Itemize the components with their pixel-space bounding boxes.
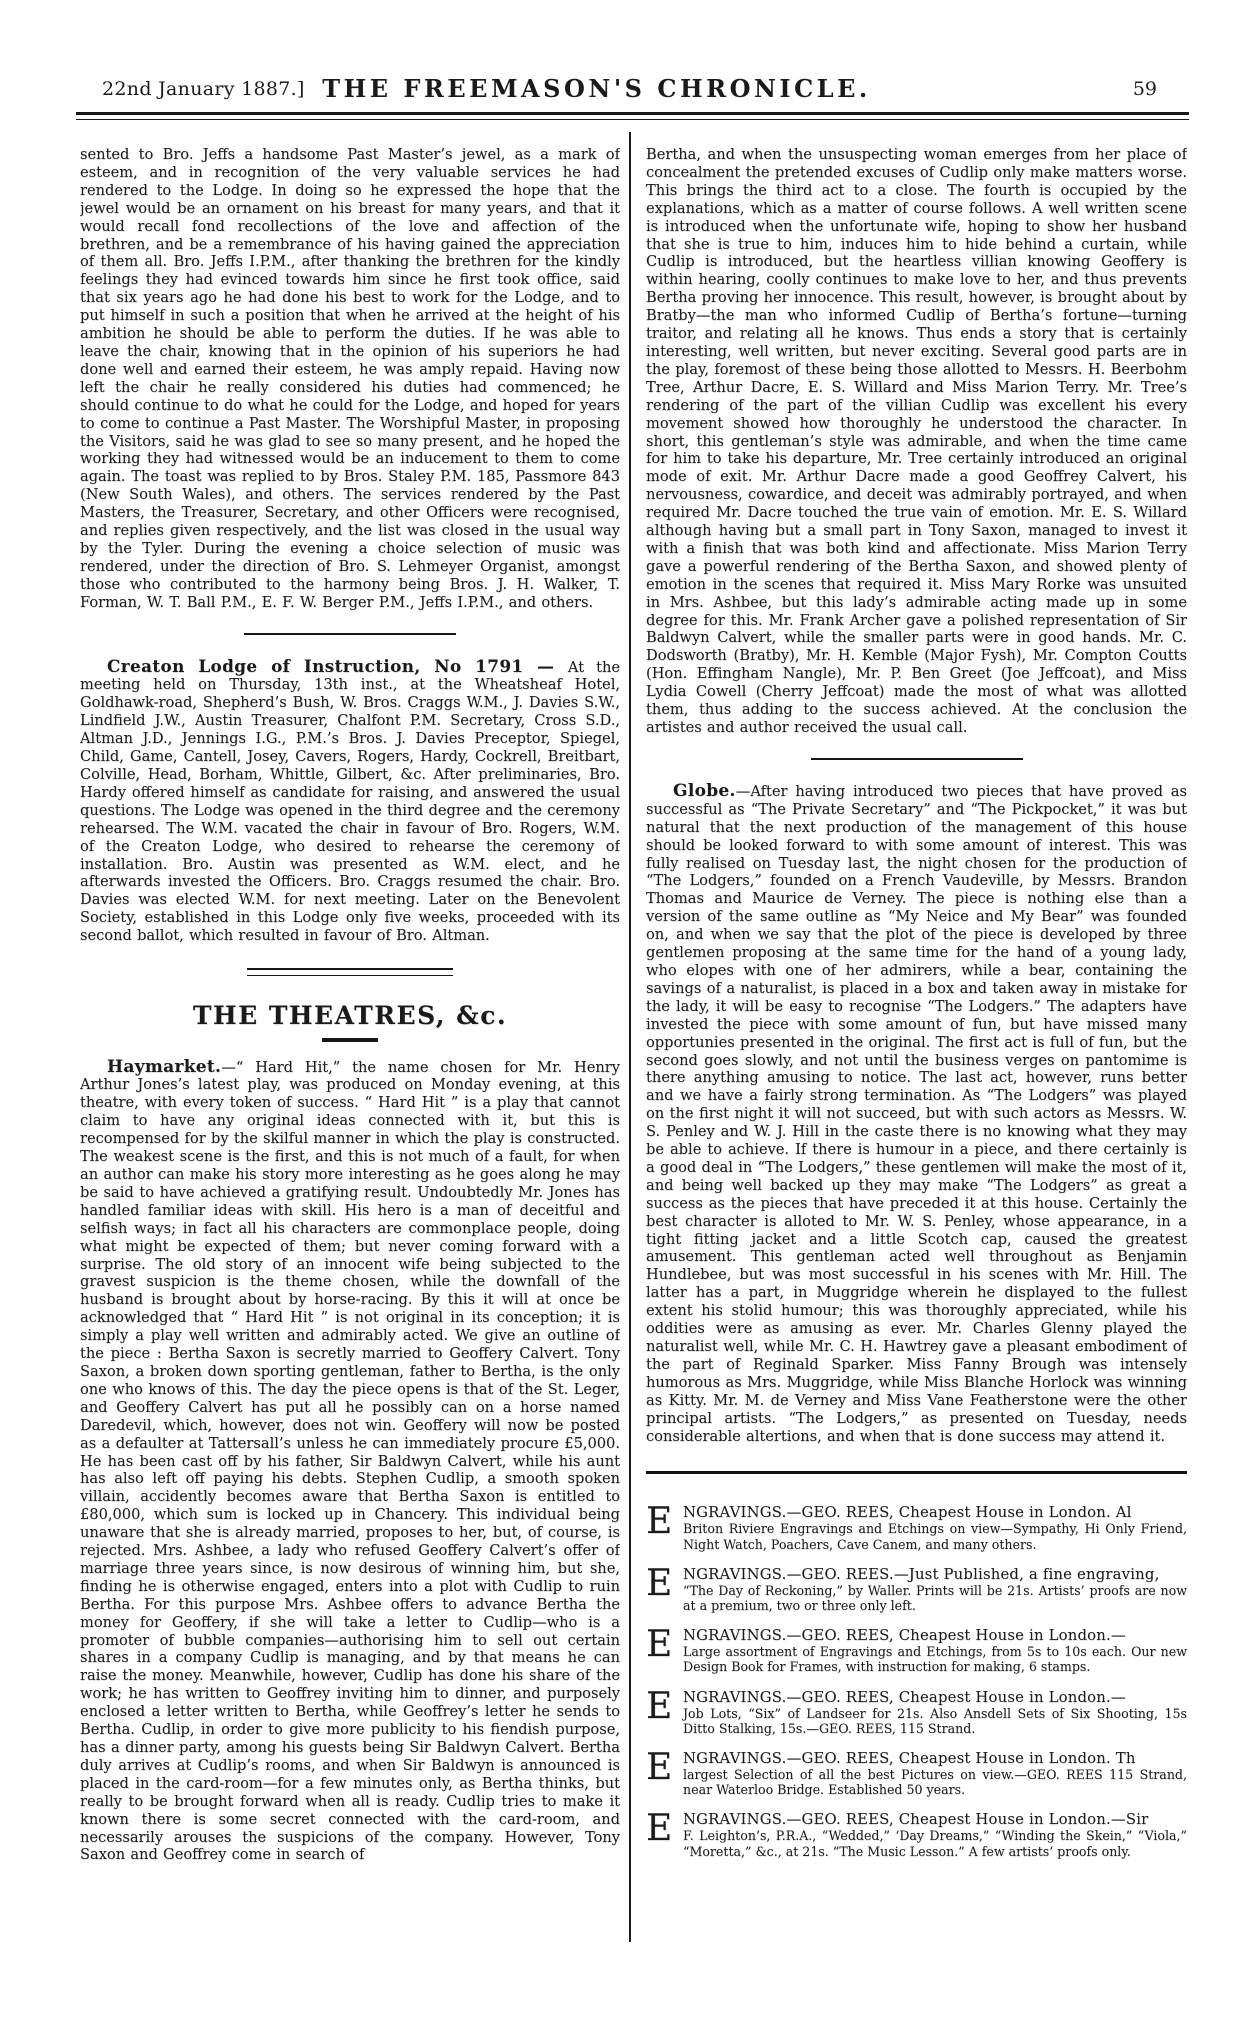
ad-engravings-2 [646,1562,1187,1614]
article-haymarket [80,1056,620,1865]
globe-lead: Globe. [673,780,736,801]
heading-dash-rule [322,1038,378,1042]
ad-headline: NGRAVINGS.—GEO. REES, Cheapest House in London.—Sir [683,1811,1149,1829]
ad-body: Job Lots, “Six” of Landseer for 21s. Also Ansdell Sets of Six Shooting, 15s Ditto Stalking, 15s.—GEO. REES, 115 Strand. [683,1705,1187,1736]
ad-body: largest Selection of all the best Pictures on view.—GEO. REES 115 Strand, near Waterloo Bridge. Established 50 years. [683,1767,1187,1798]
ad-headline: NGRAVINGS.—GEO. REES.—Just Published, a fine engraving, [683,1565,1160,1583]
classified-ads [646,1501,1187,1859]
ad-engravings-5 [646,1747,1187,1798]
article-creaton-lodge [80,655,620,946]
column-divider-rule [629,132,631,1942]
creaton-lodge-body: At the meeting held on Thursday, 13th inst., at the Wheatsheaf Hotel, Goldhawk-road, Shepherd’s Bush, W. Bros. Craggs W.M., J. Davies S.W., Lindfield J.W., Austin Treasurer, Chalfont P.M. Secretary, Cross S.D., Altman J.D., Jennings I.G., P.M.’s Bros. J. Davies Preceptor, Spiegel, Child, Game, Cantell, Josey, Cavers, Rogers, Hardy, Cockrell, Breitbart, Colville, Head, Borham, Whittle, Gilbert, &c. After preliminaries, Bro. Hardy offered himself as candidate for raising, and answered the usual questions. The Lodge was opened in the third degree and the ceremony rehearsed. The W.M. vacated the chair in favour of Bro. Rogers, W.M. of the Creaton Lodge, who desired to rehearse the ceremony of installation. Bro. Austin was presented as W.M. elect, and he afterwards invested the Officers. Bro. Craggs resumed the chair. Bro. Davies was elected W.M. for next meeting. Later on the Benevolent Society, established in this Lodge only five weeks, proceeded with its second ballot, which resulted in favour of Bro. Altman. [80,658,620,945]
article-haymarket-continued: Bertha, and when the unsuspecting woman emerges from her place of concealment the pretended excuses of Cudlip only make matters worse. This brings the third act to a close. The fourth is occupied by the explanations, which as a matter of course follows. A well written scene is introduced when the unfortunate wife, hoping to show her husband that she is true to him, induces him to hide behind a curtain, while Cudlip is introduced, but the heartless villian knowing Geoffery is within hearing, coolly continues to make love to her, and thus prevents Bertha proving her innocence. This result, however, is brought about by Bratby—the man who informed Cudlip of Bertha’s fortune—turning traitor, and relating all he knows. Thus ends a story that is certainly interesting, well written, but never exciting. Several good parts are in the play, foremost of these being those allotted to Messrs. H. Beerbohm Tree, Arthur Dacre, E. S. Willard and Miss Marion Terry. Mr. Tree’s rendering of the part of the villian Cudlip was excellent his every movement showed how thoroughly he understood the character. In short, this gentleman’s style was admirable, and when the time came for him to take his departure, Mr. Tree certainly introduced an original mode of exit. Mr. Arthur Dacre made a good Geoffrey Calvert, his nervousness, cowardice, and deceit was admirably portrayed, and when required Mr. Dacre touched the true vain of emotion. Mr. E. S. Willard although having but a small part in Tony Saxon, managed to invest it with a finish that was both kind and affectionate. Miss Marion Terry gave a powerful rendering of the Bertha Saxon, and showed plenty of emotion in the scenes that required it. Miss Mary Rorke was unsuited in Mrs. Ashbee, but this lady’s admirable acting made up in some degree for this. Mr. Frank Archer gave a polished representation of Sir Baldwyn Calvert, while the smaller parts were in good hands. Mr. C. Dodsworth (Bratby), Mr. H. Kemble (Major Fysh), Mr. Compton Coutts (Hon. Effingham Nangle), Mr. P. Ben Greet (Joe Jeffcoat), and Miss Lydia Cowell (Cherry Jeffcoat) made the most of what was allotted them, thus adding to the success achieved. At the conclusion the artistes and author received the usual call. [646,146,1187,736]
ad-body: “The Day of Reckoning,” by Waller. Prints will be 21s. Artists’ proofs are now at a premium, two or three only left. [683,1582,1187,1614]
theatres-heading: THE THEATRES, &c. [192,1001,508,1031]
publication-title: THE FREEMASON'S CHRONICLE. [322,74,871,103]
creaton-lodge-lead: Creaton Lodge of Instruction, No 1791 — [107,655,568,676]
dropcap-letter: E [646,1624,673,1666]
ad-headline: NGRAVINGS.—GEO. REES, Cheapest House in London. Th [683,1750,1136,1768]
ad-engravings-4 [646,1685,1187,1736]
ads-top-rule [646,1471,1187,1474]
ad-headline: NGRAVINGS.—GEO. REES, Cheapest House in London. Al [683,1504,1132,1522]
dropcap-letter: E [646,1562,673,1604]
ad-headline: NGRAVINGS.—GEO. REES, Cheapest House in London.— [683,1688,1126,1706]
page-number: 59 [1132,78,1157,100]
section-divider [811,758,1023,760]
dropcap-letter: E [646,1501,673,1543]
header-rule [76,112,1189,120]
dropcap-letter: E [646,1747,673,1789]
dropcap-letter: E [646,1685,673,1727]
ad-body: Large assortment of Engravings and Etchings, from 5s to 10s each. Our new Design Book for Frames, with instruction for making, 6 stamps. [683,1644,1187,1675]
ad-engravings-6 [646,1808,1187,1859]
globe-body: —After having introduced two pieces that have proved as successful as “The Private Secretary” and “The Pickpocket,” it was but natural that the next production of the management of this house should be looked forward to with some amount of interest. This was fully realised on Tuesday last, the night chosen for the production of “The Lodgers,” founded on a French Vaudeville, by Messrs. Brandon Thomas and Maurice de Verney. The piece is nothing else than a version of the same outline as “My Neice and My Bear” was founded on, and when we say that the plot of the piece is developed by three gentlemen proposing at the same time for the hand of a young lady, who elopes with one of her admirers, while a bear, containing the savings of a naturalist, is placed in a box and taken away in mistake for the lady, it will be easy to recognise “The Lodgers.” The adapters have invested the piece with some amount of fun, but have missed many opportunies presented in the original. The first act is full of fun, but the second goes slowly, and not until the business verges on pantomime is there anything amusing to notice. The last act, however, runs better and we have a fairly strong termination. As “The Lodgers” was played on the first night it will not succeed, but with such actors as Messrs. W. S. Penley and W. J. Hill in the caste there is no knowing what they may be able to achieve. If there is humour in a piece, and there certainly is a good deal in “The Lodgers,” these gentlemen will make the most of it, and being well backed up they may make “The Lodgers” as great a success as the pieces that have preceded it at this house. Certainly the best character is alloted to Mr. W. S. Penley, whose appearance, in a tight fitting jacket and a little Scotch cap, caused the greatest amusement. This gentleman acted well throughout as Benjamin Hundlebee, but was most successful in his scenes with Mr. Hill. The latter has a part, in Muggridge wherein he displayed to the fullest extent his stolid humour; this was thoroughly appreciated, while his oddities were as amusing as ever. Mr. Charles Glenny played the naturalist well, while Mr. C. H. Hawtrey gave a pleasant embodiment of the part of Reginald Sparker. Miss Fanny Brough was intensely humorous as Mrs. Muggridge, while Miss Blanche Horlock was winning as Kitty. Mr. M. de Verney and Miss Vane Featherstone were the other principal artists. “The Lodgers,” as presented on Tuesday, needs considerable altertions, and when that is done success may attend it. [646,782,1187,1445]
right-column [646,146,1187,1952]
article-jeffs-presentation: sented to Bro. Jeffs a handsome Past Master’s jewel, as a mark of esteem, and in recognition of the very valuable services he had rendered to the Lodge. In doing so he expressed the hope that the jewel would be an ornament on his breast for many years, and that it would recall fond recollections of the love and affection of the brethren, and be a remembrance of his having gained the appreciation of them all. Bro. Jeffs I.P.M., after thanking the brethren for the kindly feelings they had evinced towards him since he first took office, said that six years ago he had done his best to work for the Lodge, and to put himself in such a position that when he arrived at the height of his ambition he should be able to perform the duties. If he was able to leave the chair, knowing that in the opinion of his superiors he had done well and earned their esteem, he was amply repaid. Having now left the chair he really considered his duties had commenced; he should continue to do what he could for the Lodge, and hoped for years to come to continue a Past Master. The Worshipful Master, in proposing the Visitors, said he was glad to see so many present, and he hoped the working they had witnessed would be an inducement to them to come again. The toast was replied to by Bros. Staley P.M. 185, Passmore 843 (New South Wales), and others. The services rendered by the Past Masters, the Treasurer, Secretary, and other Officers were recognised, and replies given respectively, and the list was closed in the usual way by the Tyler. During the evening a choice selection of music was rendered, under the direction of Bro. S. Lehmeyer Organist, amongst those who contributed to the harmony being Bros. J. H. Walker, T. Forman, W. T. Ball P.M., E. F. W. Berger P.M., Jeffs I.P.M., and others. [80,146,620,611]
ad-headline: NGRAVINGS.—GEO. REES, Cheapest House in London.— [683,1627,1126,1645]
ad-engravings-1 [646,1501,1187,1552]
left-column [80,146,620,1952]
issue-date: 22nd January 1887.] [102,78,305,100]
dropcap-letter: E [646,1808,673,1850]
haymarket-lead: Haymarket. [107,1056,222,1077]
ad-body: F. Leighton’s, P.R.A., “Wedded,” ‘Day Dreams,” “Winding the Skein,” “Viola,” “Moretta,” &c., at 21s. “The Music Lesson.” A few artists’ proofs only. [683,1828,1187,1859]
double-section-divider [247,968,453,976]
article-globe [646,780,1187,1446]
section-divider [244,633,456,635]
ad-engravings-3 [646,1624,1187,1675]
ad-body: Briton Riviere Engravings and Etchings on view—Sympathy, Hi Only Friend, Night Watch, Poachers, Cave Canem, and many others. [683,1521,1187,1552]
haymarket-body: —“ Hard Hit,” the name chosen for Mr. Henry Arthur Jones’s latest play, was produced on Monday evening, at this theatre, with every token of success. “ Hard Hit ” is a play that cannot claim to have any original ideas connected with it, but this is recompensed for by the skilful manner in which the play is constructed. The weakest scene is the first, and this is not much of a fault, for when an author can make his story more interesting as he goes along he may be said to have achieved a gratifying result. Undoubtedly Mr. Jones has handled familiar ideas with skill. His hero is a man of deceitful and selfish ways; in fact all his characters are commonplace people, doing what might be expected of them; but never coming forward with a surprise. The old story of an innocent wife being subjected to the gravest suspicion is the theme chosen, while the downfall of the husband is brought about by horse-racing. By this it will at once be acknowledged that “ Hard Hit ” is not original in its conception; it is simply a play well written and admirably acted. We give an outline of the piece : Bertha Saxon is secretly married to Geoffery Calvert. Tony Saxon, a broken down sporting gentleman, father to Bertha, is the only one who knows of this. The day the piece opens is that of the St. Leger, and Geoffery Calvert has put all he possibly can on a horse named Daredevil, which, however, does not win. Geoffery will now be posted as a defaulter at Tattersall’s unless he can immediately procure £5,000. He has been cast off by his father, Sir Baldwyn Calvert, while his aunt has also left off paying his debts. Stephen Cudlip, a smooth spoken villain, accidently becomes aware that Bertha Saxon is entitled to £80,000, which sum is locked up in Chancery. This individual being unaware that she is already married, proposes to her, but, of course, is rejected. Mrs. Ashbee, a lady who refused Geoffery Calvert’s offer of marriage three years since, is now desirous of winning him, but she, finding he is otherwise engaged, enters into a plot with Cudlip to ruin Bertha. For this purpose Mrs. Ashbee offers to advance Bertha the money for Geoffery, if she will take a letter to Cudlip—who is a promoter of bubble companies—authorising him to sell out certain shares in a company Cudlip is managing, and by that means he can raise the money. Meanwhile, however, Cudlip has done his share of the work; he has written to Geoffrey inviting him to dinner, and purposely enclosed a letter written to Bertha, while Geoffrey’s letter he sends to Bertha. Cudlip, in order to give more publicity to his fiendish purpose, has a dinner party, among his guests being Sir Baldwyn Calvert. Bertha duly arrives at Cudlip’s rooms, and when Sir Baldwyn is announced is placed in the card-room—for a few minutes only, as Bertha thinks, but really to be brought forward when all is ready. Cudlip tries to make it known there is some secret connected with the card-room, and necessarily arouses the suspicions of the company. However, Tony Saxon and Geoffrey come in search of [80,1058,620,1864]
